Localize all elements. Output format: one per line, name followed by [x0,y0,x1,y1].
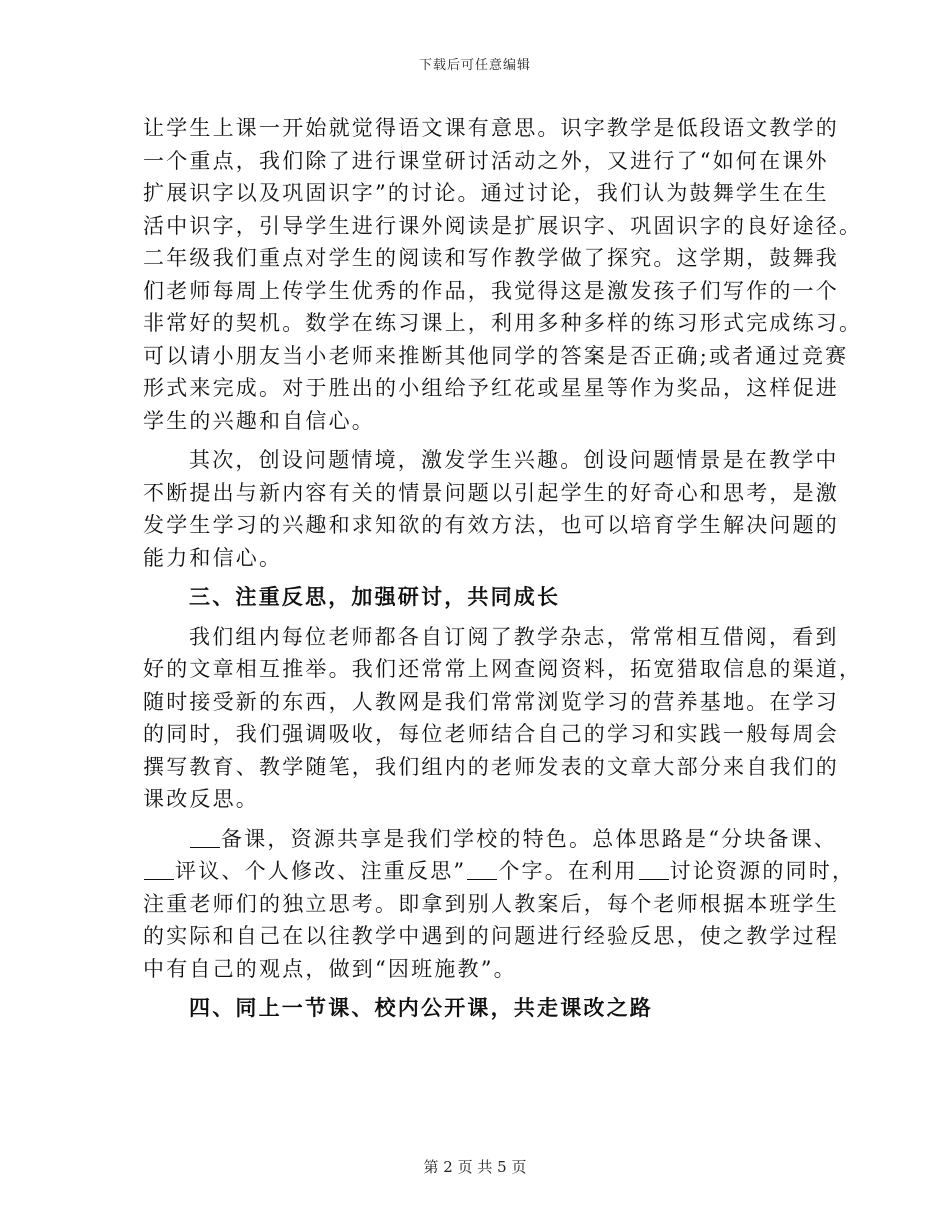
text-line: 非常好的契机。数学在练习课上，利用多种多样的练习形式完成练习。 [143,311,863,335]
text-segment: 讨论资源的同时， [669,859,856,883]
paragraph [143,444,839,574]
text-line [143,855,856,888]
text-line: 中有自己的观点，做到“因班施教”。 [143,956,517,981]
text-line: 一个重点，我们除了进行课堂研讨活动之外，又进行了“如何在课外 [143,148,829,173]
document-body [143,112,863,1025]
text-segment: 备课，资源共享是我们学校的特色。总体思路是“分块备课、 [221,826,838,851]
paragraph [143,621,863,816]
text-line: 好的文章相互推举。我们还常常上网查阅资料，拓宽猎取信息的渠道， [143,657,863,681]
text-line: 注重老师们的独立思考。即拿到别人教案后，每个老师根据本班学生 [143,891,839,916]
text-line: 可以请小朋友当小老师来推断其他同学的答案是否正确;或者通过竞赛 [143,343,849,368]
text-line: 学生的兴趣和自信心。 [143,408,375,433]
text-line: 让学生上课一开始就觉得语文课有意思。识字教学是低段语文教学的 [143,116,839,140]
text-line: 活中识字，引导学生进行课外阅读是扩展识字、巩固识字的良好途径。 [143,213,863,238]
text-line: 二年级我们重点对学生的阅读和写作教学做了探究。这学期，鼓舞我 [143,246,839,270]
text-line: 扩展识字以及巩固识字”的讨论。通过讨论，我们认为鼓舞学生在生 [143,181,829,205]
fill-blank [190,827,220,848]
fill-blank [639,859,669,880]
paragraph [143,112,863,437]
text-line: 课改反思。 [143,787,259,811]
text-line: 形式来完成。对于胜出的小组给予红花或星星等作为奖品，这样促进 [143,376,839,400]
text-line: 的实际和自己在以往教学中遇到的问题进行经验反思，使之教学过程 [143,924,839,948]
page-footer: 第 2 页 共 5 页 [423,1158,527,1176]
text-segment: 评议、个人修改、注重反思” [175,859,467,883]
paragraph [143,823,856,986]
text-line: 不断提出与新内容有关的情景问题以引起学生的好奇心和思考，是激 [143,480,839,505]
fill-blank [467,859,497,880]
text-line: 随时接受新的东西，人教网是我们常常浏览学习的营养基地。在学习 [143,689,839,714]
text-line: 的同时，我们强调吸收，每位老师结合自己的学习和实践一般每周会 [143,722,839,746]
text-line: 其次，创设问题情境，激发学生兴趣。创设问题情景是在教学中 [189,448,839,472]
text-line: 我们组内每位老师都各自订阅了教学杂志，常常相互借阅，看到 [189,624,839,649]
text-line: 撰写教育、教学随笔，我们组内的老师发表的文章大部分来自我们的 [143,754,839,779]
text-segment: 个字。在利用 [498,859,638,883]
text-line [143,823,838,856]
section-heading: 四、同上一节课、校内公开课，共走课改之路 [189,995,653,1020]
text-line: 能力和信心。 [143,545,283,570]
page-header: 下载后可任意编辑 [418,58,531,73]
text-line: 们老师每周上传学生优秀的作品，我觉得这是激发孩子们写作的一个 [143,278,839,303]
fill-blank [144,859,174,880]
section-heading: 三、注重反思，加强研讨，共同成长 [189,584,561,609]
text-line: 发学生学习的兴趣和求知欲的有效方法，也可以培育学生解决问题的 [143,513,839,537]
